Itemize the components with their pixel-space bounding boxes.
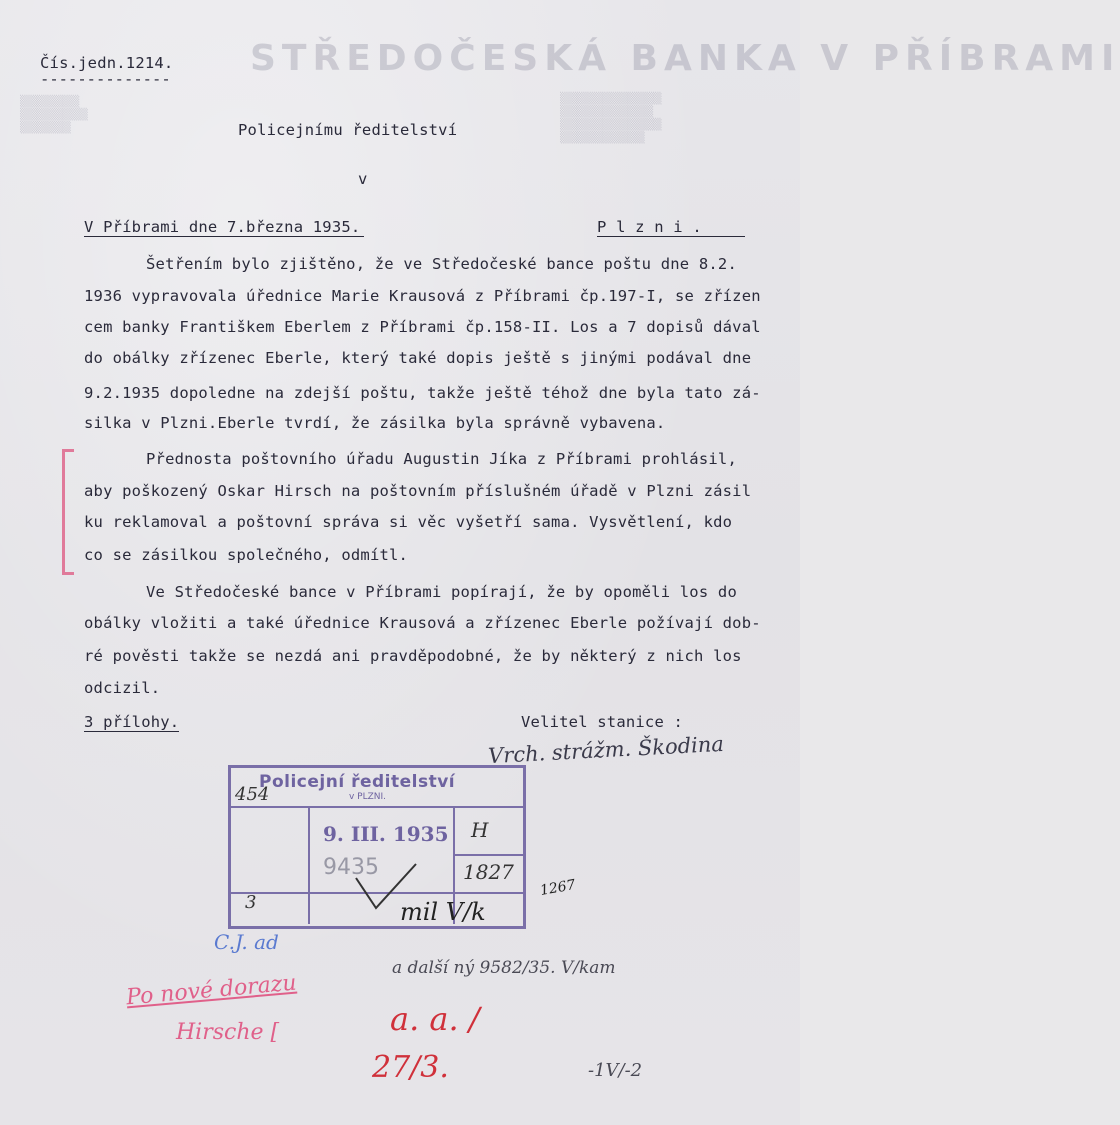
text-line: Šetřením bylo zjištěno, že ve Středočeské bance poštu dne 8.2. <box>146 255 737 273</box>
commander-label: Velitel stanice : <box>521 713 684 731</box>
stamp-title: Policejní ředitelství <box>259 772 456 792</box>
stamp-divider <box>231 806 523 808</box>
stamp-divider <box>453 854 523 856</box>
text-line: 9.2.1935 dopoledne na zdejší poštu, takže ještě téhož dne byla tato zá- <box>84 384 761 402</box>
stamp-divider <box>308 806 310 924</box>
text-line: aby poškozený Oskar Hirsch na poštovním příslušném úřadě v Plzni zásil <box>84 482 752 500</box>
handwritten-annotation: 1267 <box>538 877 577 899</box>
blue-pencil-note: C.J. ad <box>214 930 279 954</box>
letterhead-ghost-left: ▒▒▒▒▒▒▒ ▒▒▒▒▒▒▒▒ ▒▒▒▒▒▒ <box>20 95 88 134</box>
stamp-subtitle: v PLZNI. <box>349 792 387 802</box>
stamp-number: 9435 <box>323 855 379 880</box>
text-line: ku reklamoval a poštovní správa si věc vyšetří sama. Vysvětlení, kdo <box>84 513 733 531</box>
stamp-handwritten-number: 454 <box>235 784 270 805</box>
text-line: Přednosta poštovního úřadu Augustin Jíka z Příbrami prohlásil, <box>146 450 737 468</box>
place-and-date: V Příbrami dne 7.března 1935. <box>84 218 364 237</box>
stamp-handwritten-initial: H <box>471 818 489 842</box>
text-line: obálky vložiti a také úřednice Krausová a zřízenec Eberle požívají dob- <box>84 614 761 632</box>
letterhead-ghost-text: ▒▒▒▒▒▒▒▒▒▒▒▒ ▒▒▒▒▒▒▒▒▒▒▒ ▒▒▒▒▒▒▒▒▒▒▒▒ ▒▒▒▒▒▒▒▒▒▒ <box>560 92 662 144</box>
reference-number: Čís.jedn.1214. <box>40 54 174 72</box>
text-line: ré pověsti takže se nezdá ani pravděpodobné, že by některý z nich los <box>84 647 742 665</box>
addressee-line: Policejnímu ředitelství <box>238 121 458 139</box>
text-line: co se zásilkou společného, odmítl. <box>84 546 409 564</box>
reference-underline: -------------- <box>40 70 171 88</box>
attachments-count: 3 přílohy. <box>84 713 180 731</box>
destination-city: P l z n i . <box>597 218 745 237</box>
addressee-v: v <box>358 170 368 188</box>
handwritten-annotation: mil V/k <box>400 898 486 926</box>
stamp-date: 9. III. 1935 <box>323 822 449 846</box>
pink-pencil-note: Hirsche [ <box>176 1020 280 1045</box>
stamp-handwritten-number: 1827 <box>463 860 514 884</box>
pencil-note: -1V/-2 <box>588 1060 643 1081</box>
text-line: odcizil. <box>84 679 161 697</box>
pencil-note: a další ný 9582/35. V/kam <box>392 958 616 978</box>
stamp-handwritten-number: 3 <box>245 892 257 913</box>
red-pencil-note: a. a. / <box>390 1000 480 1038</box>
text-line: Ve Středočeské bance v Příbrami popírají, že by opoměli los do <box>146 583 737 601</box>
pink-pencil-note: Po nové dorazu <box>125 970 298 1011</box>
text-line: silka v Plzni.Eberle tvrdí, že zásilka byla správně vybavena. <box>84 414 666 432</box>
text-line: cem banky Františkem Eberlem z Příbrami čp.158-II. Los a 7 dopisů dával <box>84 318 761 336</box>
letterhead-watermark: STŘEDOČESKÁ BANKA V PŘÍBRAMI <box>250 38 1120 79</box>
text-line: do obálky zřízenec Eberle, který také dopis ještě s jinými podával dne <box>84 349 752 367</box>
text-line: 1936 vypravovala úřednice Marie Krausová z Příbrami čp.197-I, se zřízen <box>84 287 761 305</box>
pink-bracket-mark <box>62 449 74 575</box>
red-pencil-date: 27/3. <box>372 1050 449 1085</box>
commander-signature: Vrch. strážm. Škodina <box>487 731 725 769</box>
